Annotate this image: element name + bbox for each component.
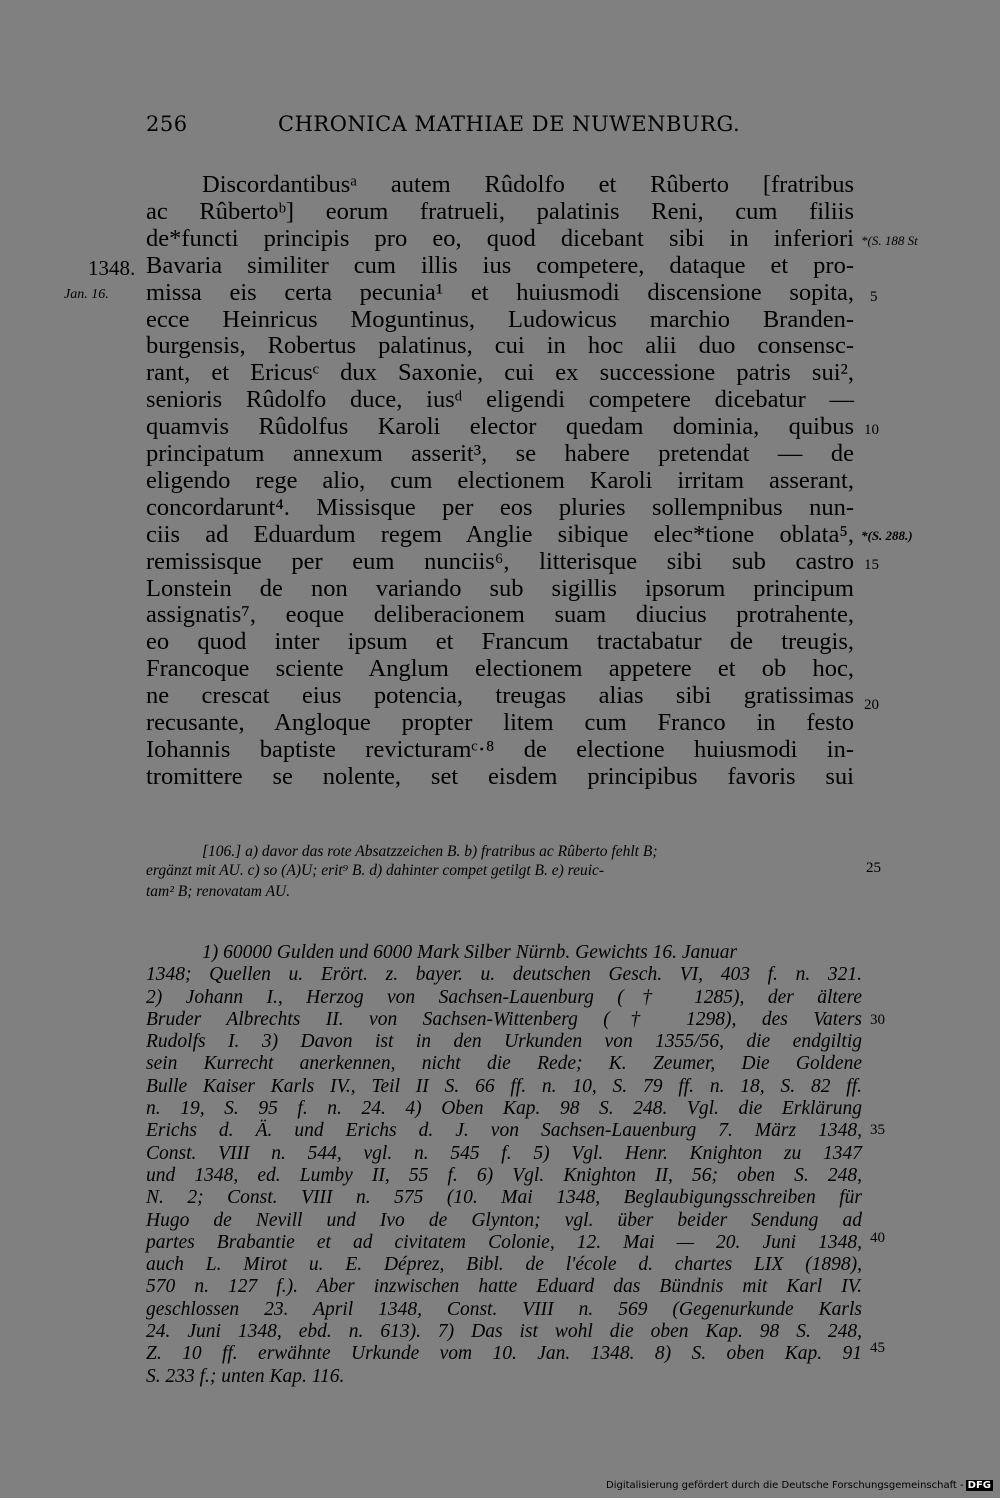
text-line: Discordantibusᵃ autem Rûdolfo et Rûberto [fratribus [202, 171, 854, 198]
text-line: eo quod inter ipsum et Francum tractabatur de treugis, [146, 628, 854, 656]
text-line: Lonstein de non variando sub sigillis ipsorum principum [146, 574, 854, 602]
margin-ref-1: *(S. 188 St [861, 233, 918, 248]
text-line: principatum annexum asserit³, se habere pretendat — de [146, 440, 854, 467]
footnote-line: geschlossen 23. April 1348, Const. VIII n. 569 (Gegenurkunde Karls [146, 1298, 862, 1320]
line-number-40: 40 [870, 1230, 885, 1246]
text-line: Iohannis baptiste revicturamᶜ·⁸ de electione huiusmodi in- [146, 735, 854, 763]
text-line: ac Rûbertoᵇ] eorum fratrueli, palatinis Reni, cum filiis [146, 197, 854, 225]
text-line: rant, et Ericusᶜ dux Saxonie, cui ex successione patris sui², [146, 359, 854, 387]
page-number: 256 [146, 112, 188, 136]
footnote-line: partes Brabantie et ad civitatem Colonie, 12. Mai — 20. Juni 1348, [146, 1231, 862, 1253]
line-number-20: 20 [864, 697, 879, 713]
footnote-line: 1) 60000 Gulden und 6000 Mark Silber Nürnb. Gewichts 16. Januar [202, 942, 738, 963]
line-number-5: 5 [870, 289, 878, 305]
line-number-10: 10 [864, 422, 879, 438]
line-number-30: 30 [870, 1012, 885, 1028]
line-number-35: 35 [870, 1122, 885, 1138]
text-line: concordarunt⁴. Missisque per eos pluries sollempnibus nun- [146, 493, 854, 521]
margin-date: Jan. 16. [64, 287, 109, 302]
line-number-45: 45 [870, 1340, 885, 1356]
footnote-line: und 1348, ed. Lumby II, 55 f. 6) Vgl. Knighton II, 56; oben S. 248, [146, 1164, 862, 1186]
text-line: burgensis, Robertus palatinus, cui in hoc alii duo consensc- [146, 332, 854, 360]
text-line: Bavaria similiter cum illis ius competere, dataque et pro- [146, 251, 854, 279]
text-line: recusante, Angloque propter litem cum Franco in festo [146, 709, 854, 736]
line-number-15: 15 [864, 557, 879, 573]
footnote-line: sein Kurrecht anerkennen, nicht die Rede; K. Zeumer, Die Goldene [146, 1053, 862, 1075]
text-line: ecce Heinricus Moguntinus, Ludowicus marchio Branden- [146, 305, 854, 333]
text-line: remissisque per eum nunciis⁶, litterisque sibi sub castro [146, 547, 854, 575]
line-number-25: 25 [866, 860, 881, 876]
footnote-line: Const. VIII n. 544, vgl. n. 545 f. 5) Vgl. Henr. Knighton zu 1347 [146, 1142, 862, 1164]
dfg-logo: DFG [967, 1480, 991, 1491]
apparatus-line: tam² B; renovatam AU. [146, 883, 291, 900]
footnote-line: auch L. Mirot u. E. Déprez, Bibl. de l'école d. chartes LIX (1898), [146, 1254, 862, 1276]
apparatus-line: [106.] a) davor das rote Absatzzeichen B. b) fratribus ac Rûberto fehlt B; [202, 843, 658, 860]
footnotes [146, 942, 862, 1388]
text-line: de*functi principis pro eo, quod dicebant sibi in inferiori [146, 224, 854, 252]
digitization-credit [606, 1480, 993, 1491]
text-line: eligendo rege alio, cum electionem Karoli irritam asserant, [146, 466, 854, 494]
margin-year: 1348. [88, 256, 136, 280]
footnote-line: Rudolfs I. 3) Davon ist in den Urkunden von 1355/56, die endgiltig [146, 1031, 862, 1053]
footnote-line: Bruder Albrechts II. von Sachsen-Wittenberg († 1298), des Vaters [146, 1008, 862, 1030]
running-title: CHRONICA MATHIAE DE NUWENBURG. [278, 112, 741, 136]
credit-text: Digitalisierung gefördert durch die Deutsche Forschungsgemeinschaft - [606, 1480, 964, 1491]
footnote-line: N. 2; Const. VIII n. 575 (10. Mai 1348, Beglaubigungsschreiben für [146, 1187, 862, 1209]
footnote-line: Hugo de Nevill und Ivo de Glynton; vgl. über beider Sendung ad [146, 1209, 862, 1231]
footnote-line: n. 19, S. 95 f. n. 24. 4) Oben Kap. 98 S. 248. Vgl. die Erklärung [146, 1098, 862, 1120]
text-line: missa eis certa pecunia¹ et huiusmodi discensione sopita, [146, 278, 854, 306]
margin-ref-2: *(S. 288.) [861, 528, 913, 543]
text-line: ciis ad Eduardum regem Anglie sibique elec*tione oblata⁵, [146, 520, 854, 548]
footnote-line: 24. Juni 1348, ebd. n. 613). 7) Das ist wohl die oben Kap. 98 S. 248, [146, 1321, 862, 1343]
text-line: Francoque sciente Anglum electionem appetere et ob hoc, [146, 655, 854, 683]
text-line: quamvis Rûdolfus Karoli elector quedam dominia, quibus [146, 413, 854, 441]
footnote-line: 1348; Quellen u. Erört. z. bayer. u. deutschen Gesch. VI, 403 f. n. 321. [146, 964, 862, 986]
footnote-line: 570 n. 127 f.). Aber inzwischen hatte Eduard das Bündnis mit Karl IV. [146, 1276, 862, 1298]
footnote-line: 2) Johann I., Herzog von Sachsen-Lauenburg († 1285), der ältere [146, 986, 862, 1008]
text-line: tromittere se nolente, set eisdem principibus favoris sui [146, 762, 854, 790]
text-line: senioris Rûdolfo duce, iusᵈ eligendi competere dicebatur — [146, 386, 854, 414]
apparatus-line: ergänzt mit AU. c) so (A)U; erit⁹ B. d) dahinter compet getilgt B. e) reuic- [146, 862, 605, 879]
text-line: ne crescat eius potencia, treugas alias sibi gratissimas [146, 682, 854, 710]
text-line: assignatis⁷, eoque deliberacionem suam diucius protrahente, [146, 601, 854, 629]
footnote-line: Z. 10 ff. erwähnte Urkunde vom 10. Jan. 1348. 8) S. oben Kap. 91 [146, 1343, 862, 1365]
footnote-line: Bulle Kaiser Karls IV., Teil II S. 66 ff. n. 10, S. 79 ff. n. 18, S. 82 ff. [146, 1075, 862, 1097]
footnote-line: S. 233 f.; unten Kap. 116. [146, 1365, 345, 1387]
footnote-line: Erichs d. Ä. und Erichs d. J. von Sachsen-Lauenburg 7. März 1348, [146, 1120, 862, 1142]
